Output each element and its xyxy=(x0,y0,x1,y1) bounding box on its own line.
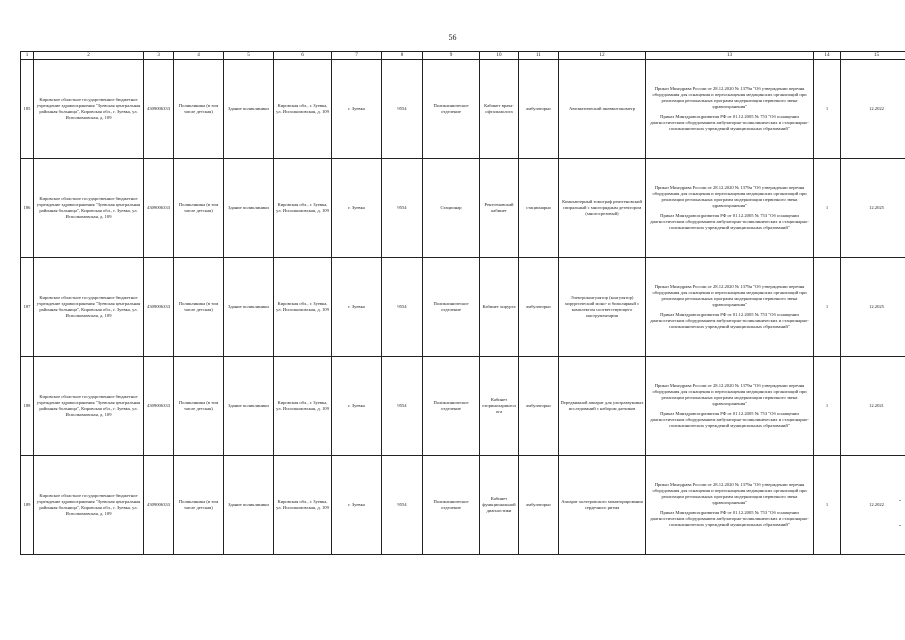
orders-cell xyxy=(646,357,814,456)
order-753-text: Приказ Минздравсоцразвития РФ от 01.12.2005 № 753 "Об оснащении диагностическим оборудованием амбулаторно-поликлинических и стационарно-поликлинических учреждений муниципальных образований" xyxy=(650,510,809,528)
row-number: 186 xyxy=(21,159,34,258)
row-number: 189 xyxy=(21,456,34,555)
column-header: 8 xyxy=(382,52,423,60)
care-type-cell: амбулаторно xyxy=(519,258,559,357)
inn-cell: 4309006333 xyxy=(144,258,174,357)
date-cell: 12.2022 xyxy=(841,60,905,159)
department-cell: Поликлиническое отделение xyxy=(423,357,480,456)
orders-cell xyxy=(646,258,814,357)
building-cell: Здание поликлиники xyxy=(224,159,274,258)
inn-cell: 4309006333 xyxy=(144,159,174,258)
scan-edge-mark xyxy=(899,500,901,501)
care-type-cell: амбулаторно xyxy=(519,60,559,159)
column-header: 15 xyxy=(841,52,905,60)
division-cell: Поликлиника (в том числе детская) xyxy=(174,357,224,456)
equipment-cell: Передвижной аппарат для ультразвуковых исследований с набором датчиков xyxy=(559,357,646,456)
column-header: 3 xyxy=(144,52,174,60)
column-header: 4 xyxy=(174,52,224,60)
division-cell: Поликлиника (в том числе детская) xyxy=(174,60,224,159)
code-cell: 9554 xyxy=(382,159,423,258)
date-cell: 12.2022 xyxy=(841,456,905,555)
organization-cell: Кировское областное государственное бюджетное учреждение здравоохранения "Зуевская центральная районная больница", Кировская обл., г. Зуевка, ул. Исполкомовская, д. 109 xyxy=(34,60,144,159)
room-cell: Кабинет оториноларинголога xyxy=(480,357,519,456)
city-cell: г. Зуевка xyxy=(332,357,382,456)
order-753-text: Приказ Минздравсоцразвития РФ от 01.12.2005 № 753 "Об оснащении диагностическим оборудованием амбулаторно-поликлинических и стационарно-поликлинических учреждений муниципальных образований" xyxy=(650,411,809,429)
order-753-text: Приказ Минздравсоцразвития РФ от 01.12.2005 № 753 "Об оснащении диагностическим оборудованием амбулаторно-поликлинических и стационарно-поликлинических учреждений муниципальных образований" xyxy=(650,213,809,231)
department-cell: Поликлиническое отделение xyxy=(423,456,480,555)
table-row xyxy=(21,456,905,555)
care-type-cell: стационарно xyxy=(519,159,559,258)
column-header: 1 xyxy=(21,52,34,60)
column-header: 7 xyxy=(332,52,382,60)
quantity-cell: 1 xyxy=(814,60,841,159)
city-cell: г. Зуевка xyxy=(332,60,382,159)
column-header: 2 xyxy=(34,52,144,60)
table-row xyxy=(21,60,905,159)
order-753-text: Приказ Минздравсоцразвития РФ от 01.12.2005 № 753 "Об оснащении диагностическим оборудованием амбулаторно-поликлинических и стационарно-поликлинических учреждений муниципальных образований" xyxy=(650,114,809,132)
building-cell: Здание поликлиники xyxy=(224,357,274,456)
equipment-cell: Электрокоагулятор (коагулятор) хирургический моно- и биполярный с комплектом соответствующего инструментария xyxy=(559,258,646,357)
page-number: 56 xyxy=(448,33,457,42)
order-1379n-text: Приказ Минздрава России от 28.12.2020 № 1379н "Об утверждении перечня оборудования для оснащения и переоснащения медицинских организаций при реализации региональных программ модернизации первичного звена здравоохранения" xyxy=(652,382,807,406)
department-cell: Поликлиническое отделение xyxy=(423,258,480,357)
column-header: 9 xyxy=(423,52,480,60)
inn-cell: 4309006333 xyxy=(144,60,174,159)
quantity-cell: 1 xyxy=(814,357,841,456)
order-1379n-text: Приказ Минздрава России от 28.12.2020 № 1379н "Об утверждении перечня оборудования для оснащения и переоснащения медицинских организаций при реализации региональных программ модернизации первичного звена здравоохранения" xyxy=(652,85,807,109)
equipment-cell: Компьютерный томограф рентгеновский спиральный с многорядным детектором (многосрезовый) xyxy=(559,159,646,258)
code-cell: 9554 xyxy=(382,357,423,456)
column-header: 5 xyxy=(224,52,274,60)
column-header: 12 xyxy=(559,52,646,60)
room-cell: Кабинет врача-офтальмолога xyxy=(480,60,519,159)
inn-cell: 4309006333 xyxy=(144,456,174,555)
organization-cell: Кировское областное государственное бюджетное учреждение здравоохранения "Зуевская центральная районная больница", Кировская обл., г. Зуевка, ул. Исполкомовская, д. 109 xyxy=(34,159,144,258)
date-cell: 12.2025 xyxy=(841,159,905,258)
organization-cell: Кировское областное государственное бюджетное учреждение здравоохранения "Зуевская центральная районная больница", Кировская обл., г. Зуевка, ул. Исполкомовская, д. 109 xyxy=(34,357,144,456)
quantity-cell: 1 xyxy=(814,258,841,357)
column-header: 6 xyxy=(274,52,332,60)
column-header: 11 xyxy=(519,52,559,60)
column-header: 10 xyxy=(480,52,519,60)
room-cell: Рентгеновский кабинет xyxy=(480,159,519,258)
city-cell: г. Зуевка xyxy=(332,159,382,258)
order-1379n-text: Приказ Минздрава России от 28.12.2020 № 1379н "Об утверждении перечня оборудования для оснащения и переоснащения медицинских организаций при реализации региональных программ модернизации первичного звена здравоохранения" xyxy=(652,184,807,208)
address-cell: Кировская обл., г. Зуевка, ул. Исполкомовская, д. 109 xyxy=(274,159,332,258)
organization-cell: Кировское областное государственное бюджетное учреждение здравоохранения "Зуевская центральная районная больница", Кировская обл., г. Зуевка, ул. Исполкомовская, д. 109 xyxy=(34,456,144,555)
order-1379n-text: Приказ Минздрава России от 28.12.2020 № 1379н "Об утверждении перечня оборудования для оснащения и переоснащения медицинских организаций при реализации региональных программ модернизации первичного звена здравоохранения" xyxy=(652,481,807,505)
row-number: 188 xyxy=(21,357,34,456)
column-header: 13 xyxy=(646,52,814,60)
code-cell: 9554 xyxy=(382,456,423,555)
date-cell: 12.2021 xyxy=(841,357,905,456)
room-cell: Кабинет функциональной диагностики xyxy=(480,456,519,555)
order-1379n-text: Приказ Минздрава России от 28.12.2020 № 1379н "Об утверждении перечня оборудования для оснащения и переоснащения медицинских организаций при реализации региональных программ модернизации первичного звена здравоохранения" xyxy=(652,283,807,307)
table-row xyxy=(21,159,905,258)
address-cell: Кировская обл., г. Зуевка, ул. Исполкомовская, д. 109 xyxy=(274,357,332,456)
table-row xyxy=(21,258,905,357)
city-cell: г. Зуевка xyxy=(332,258,382,357)
building-cell: Здание поликлиники xyxy=(224,258,274,357)
header-row xyxy=(21,52,905,60)
inn-cell: 4309006333 xyxy=(144,357,174,456)
date-cell: 12.2025 xyxy=(841,258,905,357)
equipment-register-table xyxy=(20,51,905,555)
orders-cell xyxy=(646,159,814,258)
equipment-cell: Аппарат холтеровского мониторирования сердечного ритма xyxy=(559,456,646,555)
care-type-cell: амбулаторно xyxy=(519,456,559,555)
column-header: 14 xyxy=(814,52,841,60)
address-cell: Кировская обл., г. Зуевка, ул. Исполкомовская, д. 109 xyxy=(274,456,332,555)
quantity-cell: 1 xyxy=(814,456,841,555)
room-cell: Кабинет хирурга xyxy=(480,258,519,357)
row-number: 187 xyxy=(21,258,34,357)
department-cell: Поликлиническое отделение xyxy=(423,60,480,159)
equipment-cell: Автоматический пневмотонометр xyxy=(559,60,646,159)
quantity-cell: 1 xyxy=(814,159,841,258)
city-cell: г. Зуевка xyxy=(332,456,382,555)
building-cell: Здание поликлиники xyxy=(224,456,274,555)
scan-edge-mark xyxy=(899,525,901,526)
code-cell: 9554 xyxy=(382,258,423,357)
order-753-text: Приказ Минздравсоцразвития РФ от 01.12.2005 № 753 "Об оснащении диагностическим оборудованием амбулаторно-поликлинических и стационарно-поликлинических учреждений муниципальных образований" xyxy=(650,312,809,330)
division-cell: Поликлиника (в том числе детская) xyxy=(174,456,224,555)
department-cell: Стационар xyxy=(423,159,480,258)
orders-cell xyxy=(646,60,814,159)
table-row xyxy=(21,357,905,456)
row-number: 185 xyxy=(21,60,34,159)
division-cell: Поликлиника (в том числе детская) xyxy=(174,159,224,258)
care-type-cell: амбулаторно xyxy=(519,357,559,456)
orders-cell xyxy=(646,456,814,555)
division-cell: Поликлиника (в том числе детская) xyxy=(174,258,224,357)
address-cell: Кировская обл., г. Зуевка, ул. Исполкомовская, д. 109 xyxy=(274,60,332,159)
building-cell: Здание поликлиники xyxy=(224,60,274,159)
code-cell: 9554 xyxy=(382,60,423,159)
organization-cell: Кировское областное государственное бюджетное учреждение здравоохранения "Зуевская центральная районная больница", Кировская обл., г. Зуевка, ул. Исполкомовская, д. 109 xyxy=(34,258,144,357)
address-cell: Кировская обл., г. Зуевка, ул. Исполкомовская, д. 109 xyxy=(274,258,332,357)
